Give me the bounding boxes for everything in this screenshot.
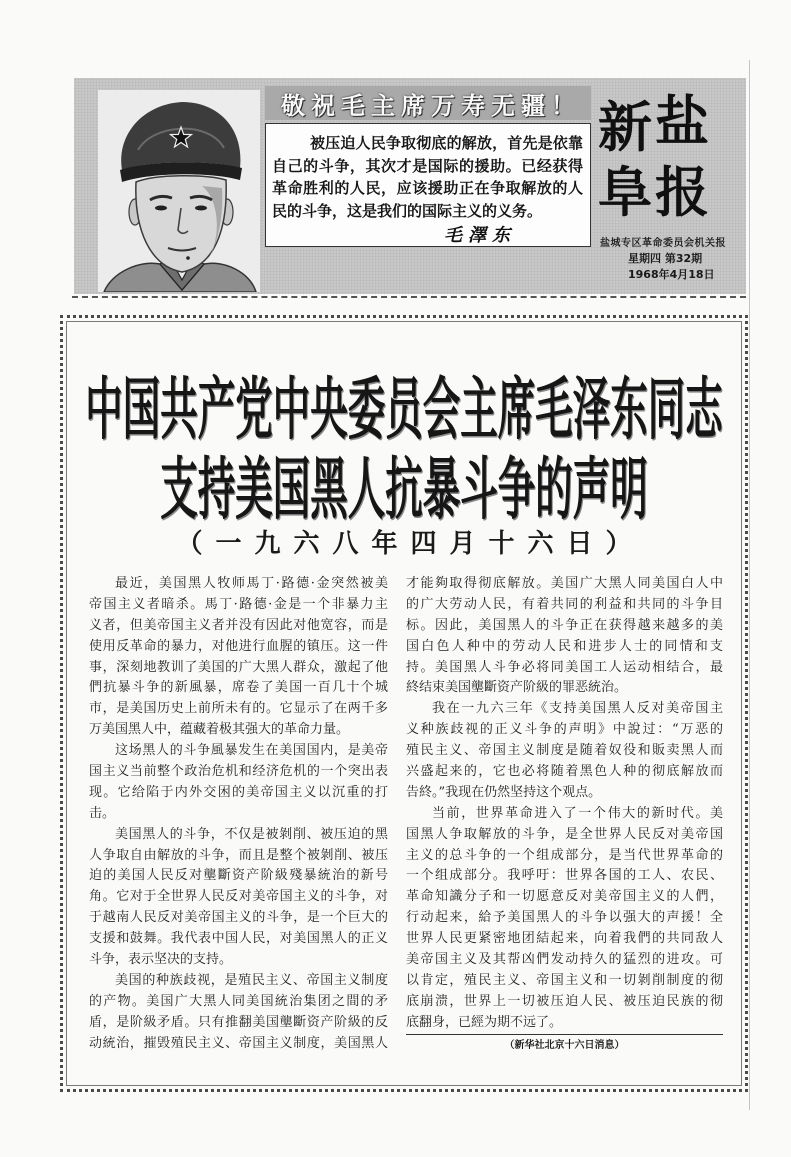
article-text-line: 于越南人民反对美帝国主义的斗争，是一个巨大的 xyxy=(89,910,388,926)
article-text-line: 主义的总斗争的一个组成部分，是当代世界革命的 xyxy=(406,847,723,863)
header-divider xyxy=(72,296,746,298)
masthead xyxy=(74,78,746,294)
article-text-line: 才能夠取得彻底解放。美国广大黑人同美国白人中 xyxy=(406,576,723,591)
article-text-line: 迫的美国人民反对壟斷资产阶級殘暴統治的新号 xyxy=(89,868,388,884)
article-text-line: 斗争，表示坚决的支持。 xyxy=(89,952,233,968)
article-text-line: 这场黑人的斗争風暴发生在美国国内，是美帝 xyxy=(115,743,388,759)
article-text-line: 事，深刻地教训了美国的广大黑人群众，激起了他 xyxy=(89,659,388,675)
article-text-line: 世界人民更紧密地团結起来，向着我們的共同敌人 xyxy=(406,931,723,947)
article-text-line: 现。它给陷于内外交困的美帝国主义以沉重的打 xyxy=(89,784,388,800)
issue-date: 1968年4月18日 xyxy=(628,268,715,281)
portrait-image xyxy=(98,90,260,292)
article-text-line: 美国黑人的斗争，不仅是被剝削、被压迫的黑 xyxy=(115,826,388,842)
article-text-line: 告終。”我现在仍然坚持这个观点。 xyxy=(406,784,602,800)
article-text-line: 盾，是阶級矛盾。只有推翻美国壟斷资产阶級的反 xyxy=(89,1014,388,1030)
quote-line: 自己的斗争，其次才是国际的援助。已经获得 xyxy=(272,156,583,175)
article-text-line: 动統治，摧毁殖民主义、帝国主义制度，美国黑人 xyxy=(89,1035,388,1051)
article-text-line: 当前，世界革命进入了一个伟大的新时代。美 xyxy=(432,805,723,821)
article-text-line: 們抗暴斗争的新風暴，席卷了美国一百几十个城 xyxy=(89,680,388,696)
quote-signature: 毛澤东 xyxy=(444,225,516,246)
article-text-line: 市，是美国历史上前所未有的。它显示了在两千多 xyxy=(89,701,388,717)
quote-text xyxy=(272,132,583,223)
newspaper-title-char: 新 xyxy=(598,96,652,159)
article-text-line: 击。 xyxy=(89,805,116,821)
article-text-line: 的广大劳动人民，有着共同的利益和共同的斗争目 xyxy=(406,596,723,612)
newspaper-title-char: 盐 xyxy=(655,90,709,153)
article-text-line: 革命知識分子和一切愿意反对美帝国主义的人們， xyxy=(406,889,723,905)
headline-line-1: 中国共产党中央委员会主席毛泽东同志 xyxy=(85,369,723,449)
slogan-banner: 敬祝毛主席万寿无疆！ xyxy=(265,86,591,120)
article-text-line: 使用反革命的暴力，对他进行血腥的镇压。这一件 xyxy=(89,638,388,654)
news-source: （新华社北京十六日消息） xyxy=(504,1040,625,1051)
article-text-line: 国黑人争取解放的斗争，是全世界人民反对美帝国 xyxy=(406,826,723,842)
article-text-line: 最近，美国黑人牧师馬丁·路德·金突然被美 xyxy=(115,576,388,591)
article-dateline: （一九六八年四月十六日） xyxy=(176,529,645,559)
article-text-line: 义种族歧视的正义斗争的声明》中說过：“万恶的 xyxy=(406,722,723,738)
article-text-line: 我在一九六三年《支持美国黑人反对美帝国主 xyxy=(432,701,723,717)
article-text-line: 国白色人种中的劳动人民和进步人士的同情和支 xyxy=(406,638,723,654)
article-text-line: 的产物。美国广大黑人同美国統治集团之間的矛 xyxy=(89,993,388,1009)
article-text-line: 标。因此，美国黑人的斗争正在获得越来越多的美 xyxy=(406,617,723,633)
article-text-line: 角。它对于全世界人民反对美帝国主义的斗争，对 xyxy=(89,889,388,905)
article-column-right xyxy=(406,574,723,1034)
quote-line: 被压迫人民争取彻底的解放，首先是依靠 xyxy=(310,134,583,152)
quote-line: 革命胜利的人民，应该援助正在争取解放的人 xyxy=(272,179,583,198)
article-text-line: 万美国黑人中，蕴藏着极其强大的革命力量。 xyxy=(89,722,350,738)
article-text-line: 以肯定，殖民主义、帝国主义和一切剝削制度的彻 xyxy=(406,972,723,988)
quote-line: 民的斗争，这是我们的国际主义的义务。 xyxy=(272,202,543,221)
article-text-line: 持。美国黑人斗争必将同美国工人运动相结合，最 xyxy=(406,659,723,675)
article-text-line: 一个组成部分。我呼吁：世界各国的工人、农民、 xyxy=(406,868,723,884)
article-text-line: 帝国主义者暗杀。馬丁·路德·金是一个非暴力主 xyxy=(89,596,388,612)
headline-line-2: 支持美国黑人抗暴斗争的声明 xyxy=(160,449,648,529)
article-text-line: 行动起来，給予美国黑人的斗争以强大的声援！全 xyxy=(406,910,723,926)
publisher-line: 盐城专区革命委员会机关报 xyxy=(600,238,726,249)
article-text-line: 底翻身，已經为期不远了。 xyxy=(406,1014,563,1030)
issue-info: 星期四 第32期 xyxy=(628,252,703,265)
article-text-line: 美国的种族歧视，是殖民主义、帝国主义制度 xyxy=(115,972,388,988)
article-text-line: 兴盛起来的，它也必将随着黑色人种的彻底解放而 xyxy=(406,764,723,780)
article-text-line: 支援和鼓舞。我代表中国人民，对美国黑人的正义 xyxy=(89,931,388,947)
article-text-line: 义者，但美帝国主义者并没有因此对他宽容，而是 xyxy=(89,617,388,633)
quote-box xyxy=(265,123,591,247)
article-text-line: 美帝国主义及其帮凶們发动持久的猛烈的进攻。可 xyxy=(406,952,723,968)
newspaper-title-char: 阜 xyxy=(598,161,652,224)
article-text-line: 国主义当前整个政治危机和经济危机的一个突出表 xyxy=(89,764,388,780)
article-column-left xyxy=(89,574,388,1054)
article-text-line: 底崩溃，世界上一切被压迫人民、被压迫民族的彻 xyxy=(406,993,723,1009)
article-text-line: 終结束美国壟斷资产阶級的罪恶統治。 xyxy=(406,680,628,696)
newspaper-title-char: 报 xyxy=(655,161,709,224)
source-rule xyxy=(406,1034,723,1035)
article-text-line: 殖民主义、帝国主义制度是随着奴役和販卖黑人而 xyxy=(406,743,723,759)
page-edge xyxy=(749,60,750,1110)
article-text-line: 人争取自由解放的斗争，而且是整个被剝削、被压 xyxy=(89,847,388,863)
